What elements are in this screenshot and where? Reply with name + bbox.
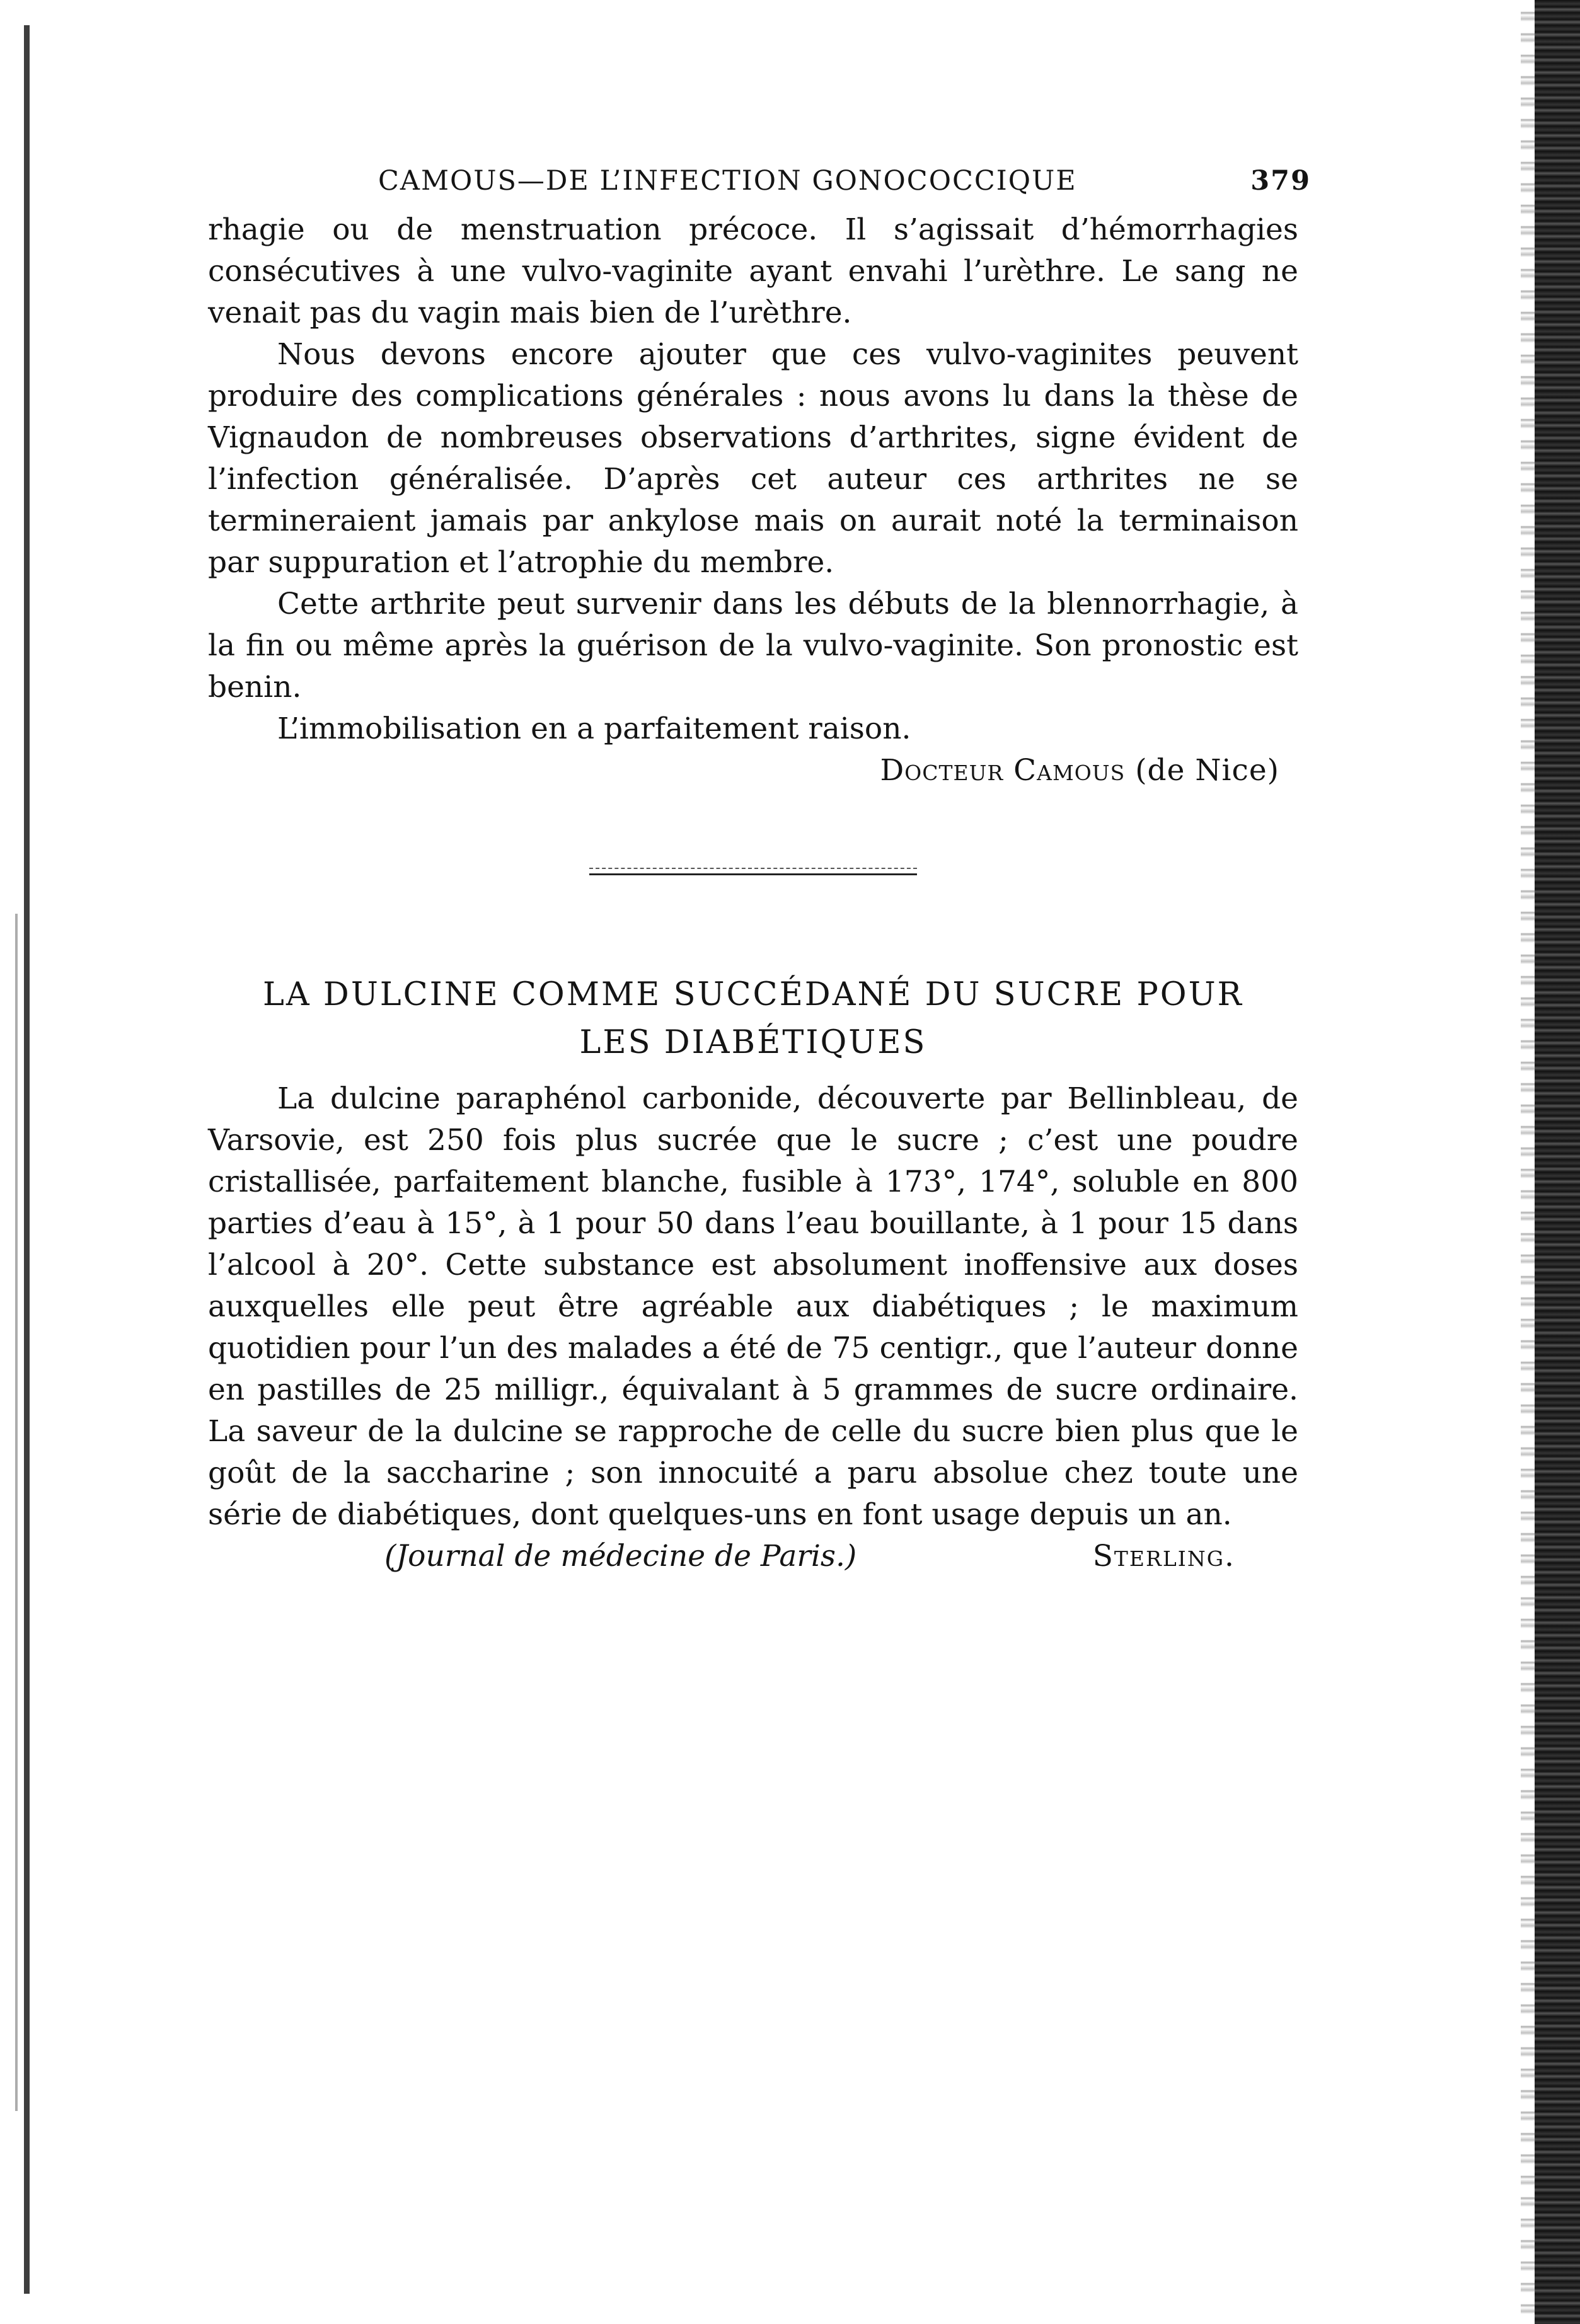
- signature-name: Docteur Camous: [880, 753, 1126, 788]
- paragraph: Nous devons encore ajouter que ces vulvo-vaginites peuvent produire des complications générales : nous avons lu dans la thèse de Vignaudon de nombreuses observations d’arthrites, signe évident de l’infection généralisée. D’après cet auteur ces arthrites ne se termineraient jamais par ankylose mais on aurait noté la terminaison par suppuration et l’atrophie du membre.: [208, 337, 1298, 580]
- paragraph: La dulcine paraphénol carbonide, découverte par Bellinbleau, de Varsovie, est 250 fois plus sucrée que le sucre ; c’est une poudre cristallisée, parfaitement blanche, fusible à 173°, 174°, soluble en 800 parties d’eau à 15°, à 1 pour 50 dans l’eau bouillante, à 1 pour 15 dans l’alcool à 20°. Cette substance est absolument inoffensive aux doses auxquelles elle peut être agréable aux diabétiques ; le maximum quotidien pour l’un des malades a été de 75 centigr., que l’auteur donne en pastilles de 25 milligr., équivalant à 5 grammes de sucre ordinaire. La saveur de la dulcine se rapproche de celle du sucre bien plus que le goût de la saccharine ; son innocuité a paru absolue chez toute une série de diabétiques, dont quelques-uns en font usage depuis un an.: [208, 1081, 1298, 1532]
- article-title-line: LA DULCINE COMME SUCCÉDANÉ DU SUCRE POUR: [263, 976, 1243, 1013]
- section-divider: [589, 873, 917, 875]
- paragraph: L’immobilisation en a parfaitement raison.: [277, 711, 911, 746]
- paragraph-continued: rhagie ou de menstruation précoce. Il s’agissait d’hémorrhagies consécutives à une vulvo-vaginite ayant envahi l’urèthre. Le sang ne venait pas du vagin mais bien de l’urèthre.: [208, 212, 1298, 330]
- scan-right-edge: [1535, 0, 1580, 2324]
- author-signature: [208, 750, 1279, 791]
- section-divider-dotted: [589, 868, 917, 869]
- running-head-title: CAMOUS—DE L’INFECTION GONOCOCCIQUE: [378, 165, 1077, 197]
- signature-place: (de Nice): [1135, 753, 1279, 788]
- page-number: 379: [1250, 165, 1311, 197]
- article-dulcine: [208, 1078, 1298, 1580]
- article-title: [208, 971, 1298, 1067]
- running-head: [208, 165, 1311, 209]
- journal-source: (Journal de médecine de Paris.): [384, 1539, 857, 1573]
- article-author: Sterling.: [1092, 1539, 1235, 1573]
- scan-left-edge-shadow: [15, 914, 18, 2111]
- scan-right-edge-noise: [1521, 0, 1535, 2324]
- book-page: [208, 165, 1311, 1580]
- article-title-line: LES DIABÉTIQUES: [579, 1024, 927, 1061]
- source-attribution: [208, 1536, 1298, 1580]
- paragraph: Cette arthrite peut survenir dans les débuts de la blennorrhagie, à la fin ou même après la guérison de la vulvo-vaginite. Son pronostic est benin.: [208, 587, 1298, 705]
- article-camous: [208, 209, 1298, 791]
- scan-left-edge: [24, 25, 30, 2294]
